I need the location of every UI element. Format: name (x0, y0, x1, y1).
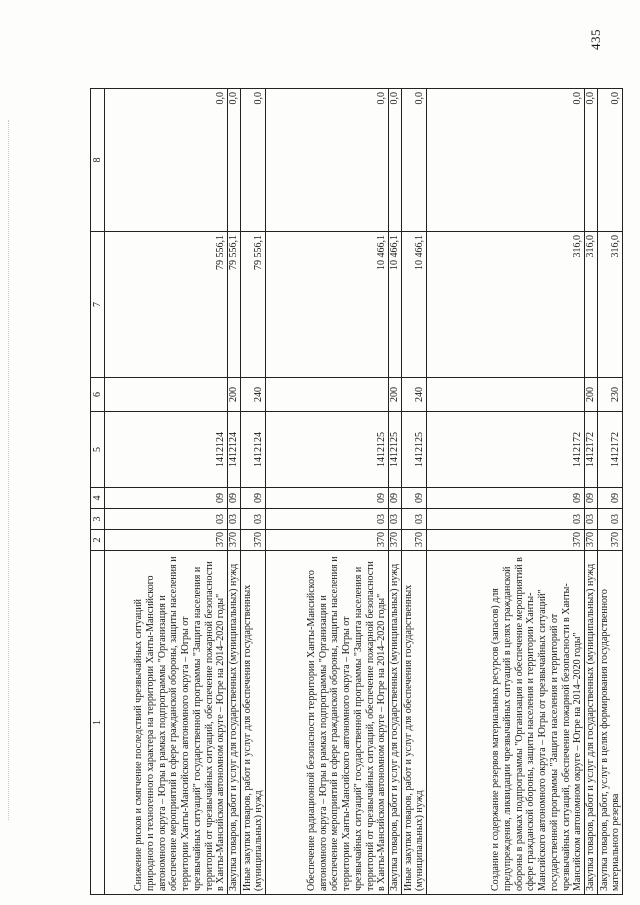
row-code-section: 03 (402, 509, 427, 530)
row-name: Создание и содержание резервов материальных ресурсов (запасов) для предупреждения, ликвидации чрезвычайных ситуаций в целях гражданской обороны в рамках подпрограммы "Организация и обеспечение мероприятий в сфере гражданской обороны, защиты населения и территории Ханты-Мансийского автономного округа – Югры от чрезвычайных ситуаций" государственной программы "Защита населения и территорий от чрезвычайных ситуаций, обеспечение пожарной безопасности в Ханты-Мансийском автономном округе – Югре на 2014–2020 годы" (427, 551, 585, 895)
row-amount: 316,0 (598, 232, 623, 378)
row-code-subsection: 09 (266, 488, 389, 509)
row-name: Снижение рисков и смягчение последствий чрезвычайных ситуаций природного и техногенного характера на территории Ханты-Мансийского автономного округа – Югры в рамках подпрограммы "Организация и обеспечение мероприятий в сфере гражданской обороны, защиты населения и территории Ханты-Мансийского автономного округа – Югры от чрезвычайных ситуаций" государственной программы "Защита населения и территорий от чрезвычайных ситуаций, обеспечение пожарной безопасности в Ханты-Мансийском автономном округе – Югре на 2014–2020 годы" (105, 551, 228, 895)
row-code-section: 03 (105, 509, 228, 530)
budget-table-rotated (90, 89, 622, 895)
row-code-target: 1412124 (228, 412, 241, 488)
row-name: Закупка товаров, работ и услуг для государственных (муниципальных) нужд (389, 551, 402, 895)
row-code-subsection: 09 (389, 488, 402, 509)
row-code-ministry: 370 (427, 530, 585, 551)
table-row (266, 89, 389, 895)
table-row (105, 89, 228, 895)
row-amount-extra: 0,0 (105, 89, 228, 232)
row-name: Закупка товаров, работ, услуг в целях формирования государственного материального резерва (598, 551, 623, 895)
row-code-target: 1412124 (105, 412, 228, 488)
row-code-section: 03 (598, 509, 623, 530)
row-code-section: 03 (389, 509, 402, 530)
row-amount-extra: 0,0 (266, 89, 389, 232)
row-name: Закупка товаров, работ и услуг для государственных (муниципальных) нужд (228, 551, 241, 895)
row-code-subsection: 09 (598, 488, 623, 509)
header-col-8: 8 (91, 89, 105, 232)
row-name: Иные закупки товаров, работ и услуг для обеспечения государственных (муниципальных) нужд (241, 551, 266, 895)
header-col-2: 2 (91, 530, 105, 551)
row-amount: 10 466,1 (402, 232, 427, 378)
row-code-target: 1412125 (402, 412, 427, 488)
row-code-subsection: 09 (427, 488, 585, 509)
row-amount: 79 556,1 (105, 232, 228, 378)
header-col-4: 4 (91, 488, 105, 509)
row-code-subsection: 09 (402, 488, 427, 509)
row-amount-extra: 0,0 (427, 89, 585, 232)
row-amount-extra: 0,0 (228, 89, 241, 232)
header-col-1: 1 (91, 551, 105, 895)
table-row (585, 89, 598, 895)
table-row (241, 89, 266, 895)
row-code-subsection: 09 (228, 488, 241, 509)
row-code-ministry: 370 (402, 530, 427, 551)
row-code-expense-type (427, 378, 585, 412)
row-code-ministry: 370 (105, 530, 228, 551)
row-code-section: 03 (427, 509, 585, 530)
row-code-ministry: 370 (228, 530, 241, 551)
row-amount: 79 556,1 (241, 232, 266, 378)
row-code-target: 1412172 (598, 412, 623, 488)
row-code-target: 1412172 (585, 412, 598, 488)
row-code-expense-type: 200 (228, 378, 241, 412)
row-amount-extra: 0,0 (389, 89, 402, 232)
scan-edge (8, 120, 10, 820)
row-name: Иные закупки товаров, работ и услуг для обеспечения государственных (муниципальных) нужд (402, 551, 427, 895)
row-code-expense-type: 240 (241, 378, 266, 412)
row-code-target: 1412124 (241, 412, 266, 488)
row-code-section: 03 (241, 509, 266, 530)
row-amount: 316,0 (585, 232, 598, 378)
row-code-section: 03 (228, 509, 241, 530)
row-code-expense-type: 240 (402, 378, 427, 412)
row-code-expense-type (105, 378, 228, 412)
table-row (598, 89, 623, 895)
row-code-ministry: 370 (585, 530, 598, 551)
row-code-expense-type: 200 (389, 378, 402, 412)
row-code-target: 1412125 (389, 412, 402, 488)
row-code-ministry: 370 (266, 530, 389, 551)
header-col-3: 3 (91, 509, 105, 530)
row-code-expense-type: 200 (585, 378, 598, 412)
row-code-section: 03 (266, 509, 389, 530)
row-code-target: 1412125 (266, 412, 389, 488)
row-code-expense-type (266, 378, 389, 412)
header-row (91, 89, 105, 895)
row-name: Закупка товаров, работ и услуг для государственных (муниципальных) нужд (585, 551, 598, 895)
row-code-section: 03 (585, 509, 598, 530)
row-code-subsection: 09 (585, 488, 598, 509)
table-row (402, 89, 427, 895)
row-amount: 79 556,1 (228, 232, 241, 378)
budget-table (90, 88, 623, 895)
row-amount-extra: 0,0 (598, 89, 623, 232)
row-amount-extra: 0,0 (241, 89, 266, 232)
page-number: 435 (588, 29, 603, 50)
row-code-ministry: 370 (389, 530, 402, 551)
row-amount: 10 466,1 (389, 232, 402, 378)
row-name: Обеспечение радиационной безопасности территории Ханты-Мансийского автономного округа – Югры в рамках подпрограммы "Организация и обеспечение мероприятий в сфере гражданской обороны, защиты населения и территории Ханты-Мансийского автономного округа – Югры от чрезвычайных ситуаций" государственной программы "Защита населения и территорий от чрезвычайных ситуаций, обеспечение пожарной безопасности в Ханты-Мансийском автономном округе – Югре на 2014–2020 годы" (266, 551, 389, 895)
row-amount-extra: 0,0 (585, 89, 598, 232)
row-code-ministry: 370 (241, 530, 266, 551)
row-code-subsection: 09 (105, 488, 228, 509)
row-code-target: 1412172 (427, 412, 585, 488)
table-row (389, 89, 402, 895)
header-col-5: 5 (91, 412, 105, 488)
header-col-7: 7 (91, 232, 105, 378)
row-amount-extra: 0,0 (402, 89, 427, 232)
row-code-expense-type: 230 (598, 378, 623, 412)
row-code-ministry: 370 (598, 530, 623, 551)
header-col-6: 6 (91, 378, 105, 412)
table-row (228, 89, 241, 895)
row-amount: 316,0 (427, 232, 585, 378)
row-amount: 10 466,1 (266, 232, 389, 378)
table-row (427, 89, 585, 895)
row-code-subsection: 09 (241, 488, 266, 509)
